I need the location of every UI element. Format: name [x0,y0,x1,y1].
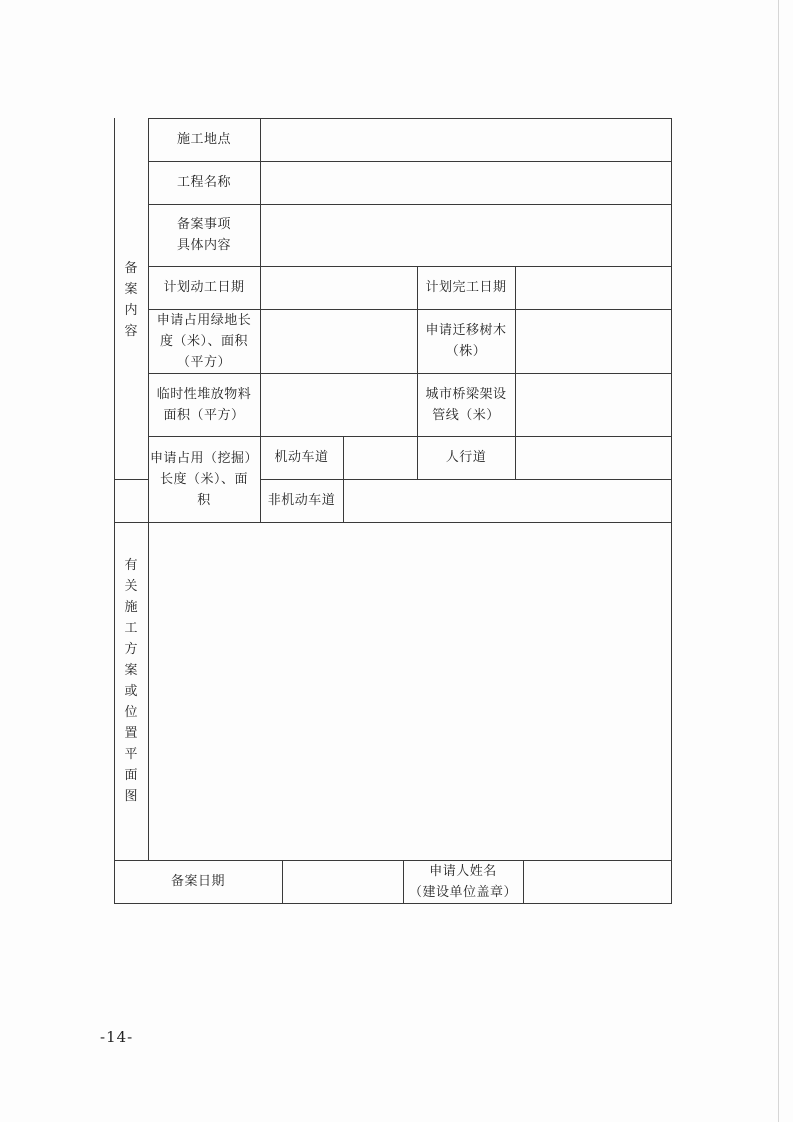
green-area-field[interactable] [260,309,417,373]
section-label-char: 施 [124,600,138,615]
section-label-char: 关 [124,579,138,594]
filing-date-label: 备案日期 [170,874,225,889]
section-label-char: 或 [124,684,138,699]
non-motor-lane-field[interactable] [343,479,671,522]
section-label-char: 置 [124,726,138,741]
bridge-pipeline-label: 城市桥梁架设 管线（米） [425,386,507,423]
section-label-char: 方 [124,642,138,657]
applicant-label: 申请人姓名 （建设单位盖章） [408,863,517,900]
section-label-construction-plan [114,550,148,812]
section-label-char: 位 [124,705,138,720]
section-label-char: 案 [124,282,138,297]
green-area-label: 申请占用绿地长 度（米）、面积 （平方） [156,312,252,370]
section-label-char: 平 [124,747,138,762]
stacking-area-field[interactable] [260,373,417,436]
planned-end-field[interactable] [515,266,671,309]
stacking-area-label: 临时性堆放物料 面积（平方） [156,386,252,423]
sidewalk-label: 人行道 [445,450,487,465]
applicant-field[interactable] [523,860,671,903]
planned-start-field[interactable] [260,266,417,309]
section-label-char: 有 [124,558,138,573]
section-label-char: 备 [124,261,138,276]
project-name-field[interactable] [260,161,671,204]
details-field[interactable] [260,204,671,266]
construction-plan-area[interactable] [148,522,671,860]
motor-lane-label: 机动车道 [274,450,329,465]
bridge-pipeline-field[interactable] [515,373,671,436]
section-label-char: 面 [124,768,138,783]
page-number: -14- [100,1028,134,1046]
project-name-label: 工程名称 [176,175,231,190]
section-label-char: 容 [124,324,138,339]
section-label-char: 内 [124,303,138,318]
details-label: 备案事项 具体内容 [176,217,231,253]
site-field[interactable] [260,118,671,161]
tree-relocation-label: 申请迁移树木 （株） [425,323,507,359]
section-label-char: 案 [124,663,138,678]
grid-line [114,903,672,904]
planned-start-label: 计划动工日期 [163,280,245,295]
section-label-char: 图 [124,789,138,804]
filing-date-field[interactable] [282,860,403,903]
site-label: 施工地点 [176,132,231,147]
section-label-char: 工 [124,621,138,636]
grid-line [114,479,148,480]
section-label-filing-content [114,250,148,350]
motor-lane-field[interactable] [343,436,417,479]
grid-line [671,118,672,903]
road-occupation-label: 申请占用（挖掘） 长度（米）、面 积 [149,450,258,508]
tree-relocation-field[interactable] [515,309,671,373]
non-motor-lane-label: 非机动车道 [267,493,336,508]
planned-end-label: 计划完工日期 [425,280,507,295]
sidewalk-field[interactable] [515,436,671,479]
page-edge [778,0,779,1122]
